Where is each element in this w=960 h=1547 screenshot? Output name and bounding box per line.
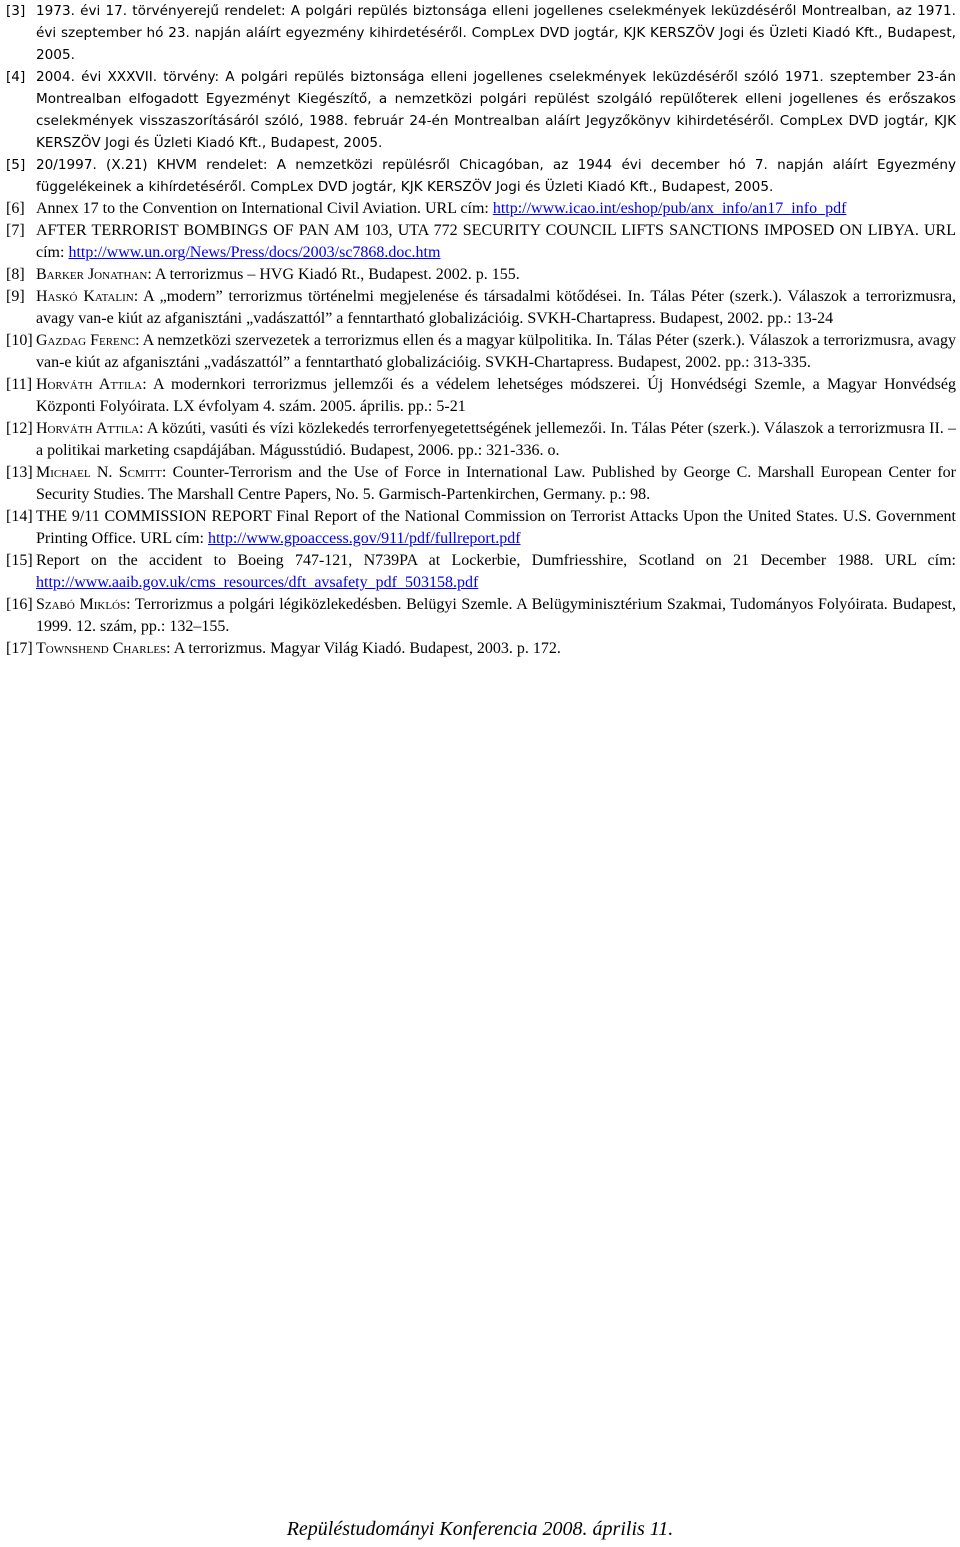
reference-author: Haskó Katalin xyxy=(36,288,134,305)
reference-item xyxy=(6,154,956,198)
reference-number: [11] xyxy=(6,376,33,393)
reference-text: 20/1997. (X.21) KHVM rendelet: A nemzetközi repülésről Chicagóban, az 1944 évi december hó 7. napján aláírt Egyezmény függelékeinek a kihírdetéséről. CompLex DVD jogtár, KJK KERSZÖV Jogi és Üzleti Kiadó Kft., Budapest, 2005. xyxy=(36,157,956,195)
reference-author: Gazdag Ferenc xyxy=(36,332,136,349)
reference-number: [5] xyxy=(6,157,26,173)
reference-text: Report on the accident to Boeing 747-121, N739PA at Lockerbie, Dumfriesshire, Scotland on 21 December 1988. URL cím: xyxy=(36,552,956,569)
reference-url-link[interactable]: http://www.un.org/News/Press/docs/2003/sc7868.doc.htm xyxy=(68,244,441,261)
reference-number: [15] xyxy=(6,552,33,569)
reference-number: [16] xyxy=(6,596,33,613)
reference-number: [3] xyxy=(6,3,26,19)
reference-author: Townshend Charles xyxy=(36,640,167,657)
reference-text: : A terrorizmus. Magyar Világ Kiadó. Budapest, 2003. p. 172. xyxy=(166,640,561,657)
reference-url-link[interactable]: http://www.gpoaccess.gov/911/pdf/fullreport.pdf xyxy=(207,530,521,547)
reference-text: : A nemzetközi szervezetek a terrorizmus ellen és a magyar külpolitika. In. Tálas Péter (szerk.). Válaszok a terrorizmusra, avagy van-e kiút az afganisztáni „vadászattól” a fenntartható globalizációig. SVKH-Chartapress. Budapest, 2002. pp.: 313-335. xyxy=(36,332,956,371)
reference-item xyxy=(6,66,956,154)
reference-number: [9] xyxy=(6,288,25,305)
reference-text: 1973. évi 17. törvényerejű rendelet: A polgári repülés biztonsága elleni jogellenes cselekmények leküzdéséről Montrealban, az 1971. évi szeptember hó 23. napján aláírt egyezmény kihirdetéséről. CompLex DVD jogtár, KJK KERSZÖV Jogi és Üzleti Kiadó Kft., Budapest, 2005. xyxy=(36,3,956,63)
reference-text: THE 9/11 COMMISSION REPORT Final Report of the National Commission on Terrorist Attacks Upon the United States. U.S. Government Printing Office. URL cím: xyxy=(36,508,956,547)
page-footer: Repüléstudományi Konferencia 2008. április 11. xyxy=(286,1518,674,1540)
reference-item xyxy=(6,550,956,594)
reference-author: Horváth Attila xyxy=(36,420,140,437)
reference-item xyxy=(6,374,956,418)
reference-list xyxy=(6,0,956,660)
reference-item xyxy=(6,264,956,286)
reference-number: [12] xyxy=(6,420,33,437)
reference-text: : Counter-Terrorism and the Use of Force in International Law. Published by George C. Marshall European Center for Security Studies. The Marshall Centre Papers, No. 5. Garmisch-Partenkirchen, Germany. p.: 98. xyxy=(36,464,956,503)
reference-text: : A „modern” terrorizmus történelmi megjelenése és társadalmi kötődései. In. Tálas Péter (szerk.). Válaszok a terrorizmusra, avagy van-e kiút az afganisztáni „vadászattól” a fenntartható globalizációig. SVKH-Chartapress. Budapest, 2002. pp.: 13-24 xyxy=(36,288,956,327)
reference-text: : A közúti, vasúti és vízi közlekedés terrorfenyegetettségének jellemezői. In. Tálas Péter (szerk.). Válaszok a terrorizmusra II. – a politikai marketing csapdájában. Mágusstúdió. Budapest, 2006. pp.: 321-336. o. xyxy=(36,420,956,459)
reference-text: AFTER TERRORIST BOMBINGS OF PAN AM 103, UTA 772 SECURITY COUNCIL LIFTS SANCTIONS IMPOSED ON LIBYA. URL cím: xyxy=(36,222,956,261)
reference-number: [13] xyxy=(6,464,33,481)
reference-text: : Terrorizmus a polgári légiközlekedésben. Belügyi Szemle. A Belügyminisztérium Szakmai, Tudományos Folyóirata. Budapest, 1999. 12. szám, pp.: 132–155. xyxy=(36,596,956,635)
reference-item xyxy=(6,330,956,374)
reference-number: [10] xyxy=(6,332,33,349)
reference-text: Annex 17 to the Convention on International Civil Aviation. URL cím: xyxy=(36,200,493,217)
reference-author: Michael N. Scmitt xyxy=(36,464,162,481)
reference-number: [7] xyxy=(6,222,25,239)
reference-author: Barker Jonathan xyxy=(36,266,148,283)
reference-number: [4] xyxy=(6,69,26,85)
reference-number: [6] xyxy=(6,200,25,217)
reference-item xyxy=(6,506,956,550)
reference-item xyxy=(6,286,956,330)
reference-url-link[interactable]: http://www.aaib.gov.uk/cms_resources/dft_avsafety_pdf_503158.pdf xyxy=(36,574,479,591)
reference-url-link[interactable]: http://www.icao.int/eshop/pub/anx_info/an17_info_pdf xyxy=(492,200,847,217)
reference-text: 2004. évi XXXVII. törvény: A polgári repülés biztonsága elleni jogellenes cselekmények leküzdéséről szóló 1971. szeptember 23-án Montrealban elfogadott Egyezményt Kiegészítő, a nemzetközi polgári repülést szolgáló repülőterek elleni jogellenes és erőszakos cselekmények visszaszorításáról szóló, 1988. február 24-én Montrealban aláírt Jegyzőkönyv kihirdetéséről. CompLex DVD jogtár, KJK KERSZÖV Jogi és Üzleti Kiadó Kft., Budapest, 2005. xyxy=(36,69,956,151)
reference-author: Szabó Miklós xyxy=(36,596,127,613)
reference-number: [14] xyxy=(6,508,33,525)
reference-item xyxy=(6,638,956,660)
reference-item xyxy=(6,594,956,638)
reference-item xyxy=(6,418,956,462)
reference-number: [8] xyxy=(6,266,25,283)
reference-text: : A modernkori terrorizmus jellemzői és a védelem lehetséges módszerei. Új Honvédségi Szemle, a Magyar Honvédség Központi Folyóirata. LX évfolyam 4. szám. 2005. április. pp.: 5-21 xyxy=(36,376,956,415)
reference-item xyxy=(6,220,956,264)
reference-number: [17] xyxy=(6,640,33,657)
reference-author: Horváth Attila xyxy=(36,376,143,393)
reference-item xyxy=(6,198,956,220)
reference-item xyxy=(6,0,956,66)
reference-text: : A terrorizmus – HVG Kiadó Rt., Budapest. 2002. p. 155. xyxy=(147,266,520,283)
reference-item xyxy=(6,462,956,506)
